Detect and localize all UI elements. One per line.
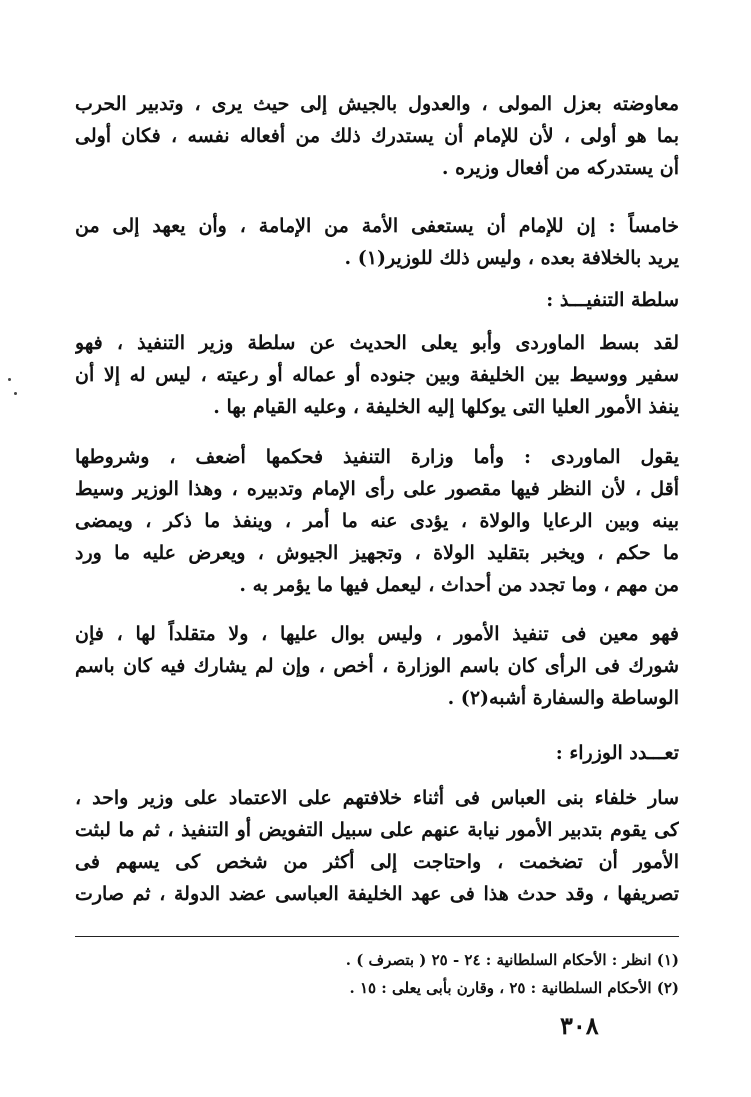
page-number: ٣٠٨ [560,1011,599,1040]
text-line: فهو معين فى تنفيذ الأمور ، وليس بوال عليها ، ولا متقلداً لها ، فإن [75,623,679,645]
text-line: خامساً : إن للإمام أن يستعفى الأمة من الإمامة ، وأن يعهد إلى من [75,215,679,237]
text-line: أن يستدركه من أفعال وزيره . [441,157,679,179]
paragraph-4 [75,441,679,601]
text-line: بما هو أولى ، لأن للإمام أن يستدرك ذلك من أفعاله نفسه ، فكان أولى [75,125,679,147]
text-line: تصريفها ، وقد حدث هذا فى عهد الخليفة العباسى عضد الدولة ، ثم صارت [75,883,679,905]
text-line: يقول الماوردى : وأما وزارة التنفيذ فحكمها أضعف ، وشروطها [75,446,679,468]
text-line: كى يقوم بتدبير الأمور نيابة عنهم على سبيل التفويض أو التنفيذ ، ثم ما لبثت [75,819,679,841]
heading-text: تعـــدد الوزراء : [555,742,679,764]
scan-speck [14,392,17,395]
footnote-separator [75,936,679,937]
paragraph-1 [75,88,679,184]
text-line: يريد بالخلافة بعده ، وليس ذلك للوزير(١) . [344,247,679,269]
paragraph-3 [75,327,679,423]
text-line: ينفذ الأمور العليا التى يوكلها إليه الخليفة ، وعليه القيام بها . [213,396,679,418]
text-line: شورك فى الرأى كان باسم الوزارة ، أخص ، وإن لم يشارك فيه كان باسم [75,655,679,677]
text-line: سفير ووسيط بين الخليفة وبين جنوده أو عماله أو رعيته ، ليس له إلا أن [75,364,679,386]
text-line: لقد بسط الماوردى وأبو يعلى الحديث عن سلطة وزير التنفيذ ، فهو [75,332,679,354]
text-line: ما حكم ، ويخبر بتقليد الولاة ، وتجهيز الجيوش ، ويعرض عليه ما ورد [75,542,679,564]
text-line: الوساطة والسفارة أشبه(٢) . [447,687,679,709]
footnotes [75,946,679,1002]
footnote-1: (١) انظر : الأحكام السلطانية : ٢٤ - ٢٥ ( بتصرف ) . [345,951,679,969]
paragraph-2 [75,210,679,274]
text-line: بينه وبين الرعايا والولاة ، يؤدى عنه ما أمر ، وينفذ ما ذكر ، ويمضى [75,510,679,532]
section-heading-execution-authority [75,284,679,316]
scan-speck [8,378,11,381]
text-line: أقل ، لأن النظر فيها مقصور على رأى الإمام وتدبيره ، وهذا الوزير وسيط [75,478,679,500]
heading-text: سلطة التنفيـــذ : [546,289,679,311]
text-line: الأمور أن تضخمت ، واحتاجت إلى أكثر من شخص كى يسهم فى [75,851,679,873]
paragraph-5 [75,618,679,714]
section-heading-multiple-ministers [75,737,679,769]
text-line: سار خلفاء بنى العباس فى أثناء خلافتهم على الاعتماد على وزير واحد ، [75,787,679,809]
footnote-2: (٢) الأحكام السلطانية : ٢٥ ، وقارن بأبى يعلى : ١٥ . [349,979,679,997]
text-line: من مهم ، وما تجدد من أحداث ، ليعمل فيها ما يؤمر به . [239,574,679,596]
text-line: معاوضته بعزل المولى ، والعدول بالجيش إلى حيث يرى ، وتدبير الحرب [75,93,679,115]
paragraph-6 [75,782,679,910]
